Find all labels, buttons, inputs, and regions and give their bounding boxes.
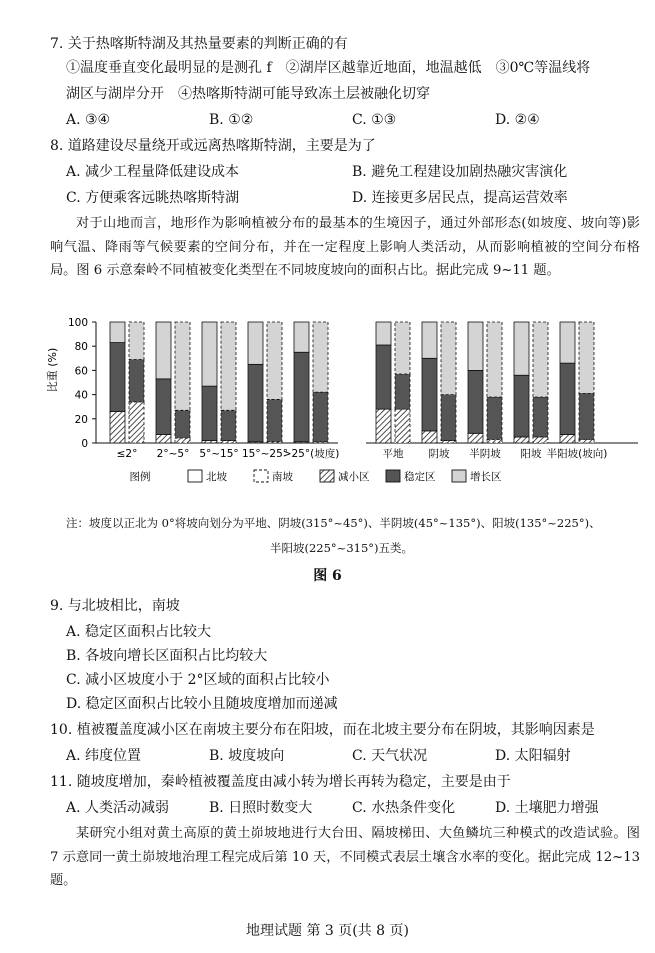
bar-7-south-stable	[487, 397, 502, 439]
bar-8-north-decrease	[514, 437, 529, 443]
q7-option-a: A. ③④	[66, 112, 111, 128]
bar-1-north-decrease	[156, 435, 171, 443]
bar-9-north-stable	[560, 363, 575, 434]
q10-option-a: A. 纬度位置	[66, 748, 142, 764]
q10-stem: 10. 植被覆盖度减小区在南坡主要分布在阳坡，而在北坡主要分布在阴坡，其影响因素是	[50, 722, 595, 738]
bar-5-south-stable	[395, 374, 410, 409]
bar-1-south-decrease	[175, 438, 190, 443]
bar-3-north-growth	[248, 322, 263, 364]
q8-stem: 8. 道路建设尽量绕开或远离热喀斯特湖，主要是为了	[50, 138, 376, 154]
bar-6-south-stable	[441, 395, 456, 441]
q10-option-d: D. 太阳辐射	[495, 748, 571, 764]
bar-6-north-growth	[422, 322, 437, 358]
bar-7-north-decrease	[468, 433, 483, 443]
bar-3-south-growth	[267, 322, 282, 399]
bar-9-south-stable	[579, 393, 594, 439]
q7-statement-line2: 湖区与湖岸分开 ④热喀斯特湖可能导致冻土层被融化切穿	[66, 86, 430, 102]
bar-0-south-growth	[129, 322, 144, 360]
bar-0-north-growth	[110, 322, 125, 343]
q8-option-c: C. 方便乘客远眺热喀斯特湖	[66, 190, 240, 206]
x-tick-label-4: >25°(坡度)	[282, 448, 340, 460]
bar-5-north-growth	[376, 322, 391, 345]
legend-label-4: 增长区	[470, 471, 502, 483]
bar-2-south-growth	[221, 322, 236, 410]
legend-swatch-2	[320, 470, 334, 482]
q9-option-b: B. 各坡向增长区面积占比均较大	[66, 648, 268, 664]
q11-options	[66, 798, 639, 818]
bar-7-south-decrease	[487, 439, 502, 443]
bar-4-south-stable	[313, 392, 328, 442]
y-tick-label-80: 80	[74, 341, 88, 354]
bar-7-north-growth	[468, 322, 483, 370]
bar-8-north-stable	[514, 375, 529, 437]
legend-label-1: 南坡	[272, 471, 293, 483]
bar-2-north-stable	[202, 386, 217, 440]
bar-2-north-growth	[202, 322, 217, 386]
bar-4-north-growth	[294, 322, 309, 352]
y-axis-label: 比重 (%)	[46, 347, 59, 393]
bar-3-north-stable	[248, 364, 263, 441]
bar-1-south-stable	[175, 410, 190, 438]
bar-5-south-decrease	[395, 409, 410, 443]
legend-swatch-3	[386, 470, 400, 482]
q9-stem: 9. 与北坡相比，南坡	[50, 598, 180, 614]
bar-8-south-stable	[533, 397, 548, 437]
bar-5-south-growth	[395, 322, 410, 374]
q11-option-d: D. 土壤肥力增强	[495, 800, 599, 816]
bar-9-south-growth	[579, 322, 594, 393]
x-tick-label-5: 平地	[382, 448, 404, 460]
q10-option-c: C. 天气状况	[352, 748, 428, 764]
bar-0-north-stable	[110, 343, 125, 412]
bar-3-south-stable	[267, 399, 282, 441]
bar-9-south-decrease	[579, 439, 594, 443]
bar-0-south-stable	[129, 360, 144, 402]
q7-option-c: C. ①③	[352, 112, 397, 128]
bar-9-north-decrease	[560, 435, 575, 443]
y-tick-label-40: 40	[74, 389, 88, 402]
q7-statement-line1: ①温度垂直变化最明显的是测孔 f ②湖岸区越靠近地面，地温越低 ③0℃等温线将	[66, 60, 591, 76]
q8-options-row1	[66, 162, 639, 182]
q11-option-a: A. 人类活动减弱	[66, 800, 170, 816]
bar-9-north-growth	[560, 322, 575, 363]
figure-caption: 图 6	[313, 568, 342, 584]
q10-option-b: B. 坡度坡向	[209, 748, 285, 764]
figure-6-chart	[48, 310, 638, 490]
q11-option-c: C. 水热条件变化	[352, 800, 456, 816]
bar-1-south-growth	[175, 322, 190, 410]
bar-1-north-growth	[156, 322, 171, 379]
bar-2-south-stable	[221, 410, 236, 440]
legend-label-2: 减小区	[338, 471, 370, 483]
y-tick-label-0: 0	[81, 438, 88, 450]
bar-6-north-decrease	[422, 431, 437, 443]
bar-5-north-stable	[376, 345, 391, 409]
figure-note-line2: 半阳坡(225°~315°)五类。	[270, 541, 414, 555]
q8-option-a: A. 减少工程量降低建设成本	[66, 164, 240, 180]
bar-0-south-decrease	[129, 402, 144, 443]
q7-option-d: D. ②④	[495, 112, 540, 128]
bar-5-north-decrease	[376, 409, 391, 443]
intro-paragraph-9-11: 对于山地而言，地形作为影响植被分布的最基本的生境因子，通过外部形态(如坡度、坡向等)影响气温、降雨等气候要素的空间分布，并在一定程度上影响人类活动，从而影响植被的空间分布格局。图 6 示意秦岭不同植被变化类型在不同坡度坡向的面积占比。据此完成 9~11 题。	[50, 216, 640, 278]
q7-stem: 7. 关于热喀斯特湖及其热量要素的判断正确的有	[50, 36, 348, 52]
bar-8-south-growth	[533, 322, 548, 397]
bar-4-south-growth	[313, 322, 328, 392]
legend-swatch-0	[188, 470, 202, 482]
q9-option-d: D. 稳定区面积占比较小且随坡度增加而递减	[66, 696, 338, 712]
q10-options	[66, 746, 639, 766]
bar-0-north-decrease	[110, 412, 125, 443]
y-tick-label-20: 20	[74, 413, 88, 426]
q8-option-d: D. 连接更多居民点，提高运营效率	[352, 190, 568, 206]
intro-paragraph-12-13: 某研究小组对黄土高原的黄土峁坡地进行大台田、隔坡梯田、大鱼鳞坑三种模式的改造试验。图 7 示意同一黄土峁坡地治理工程完成后第 10 天，不同模式表层土壤含水率的变化。据此完成 12~13 题。	[50, 826, 640, 888]
bar-6-north-stable	[422, 358, 437, 431]
q9-option-c: C. 减小区坡度小于 2°区域的面积占比较小	[66, 672, 330, 688]
bar-1-north-stable	[156, 379, 171, 435]
q9-option-a: A. 稳定区面积占比较大	[66, 624, 212, 640]
q11-stem: 11. 随坡度增加，秦岭植被覆盖度由减小转为增长再转为稳定，主要是由于	[50, 774, 511, 790]
q7-option-b: B. ①②	[209, 112, 254, 128]
legend-label-3: 稳定区	[404, 471, 436, 483]
x-tick-label-7: 半阴坡	[469, 448, 501, 460]
x-tick-label-3: 15°~25°	[241, 448, 289, 460]
y-tick-label-60: 60	[74, 365, 88, 378]
x-tick-label-9: 半阳坡(坡向)	[546, 448, 608, 460]
bar-6-south-decrease	[441, 441, 456, 443]
bar-7-south-growth	[487, 322, 502, 397]
q7-options	[66, 110, 639, 130]
bar-7-north-stable	[468, 370, 483, 433]
y-tick-label-100: 100	[67, 317, 88, 329]
bar-8-north-growth	[514, 322, 529, 375]
x-tick-label-6: 阴坡	[428, 448, 450, 460]
legend-swatch-4	[452, 470, 466, 482]
x-tick-label-1: 2°~5°	[156, 448, 190, 460]
x-tick-label-0: ≤2°	[116, 448, 138, 460]
bar-4-north-stable	[294, 352, 309, 442]
legend-title: 图例	[129, 471, 151, 483]
bar-6-south-growth	[441, 322, 456, 395]
bar-8-south-decrease	[533, 437, 548, 443]
q8-option-b: B. 避免工程建设加剧热融灾害演化	[352, 164, 568, 180]
q8-options-row2	[66, 188, 639, 208]
x-tick-label-2: 5°~15°	[199, 448, 239, 460]
page-footer: 地理试题 第 3 页(共 8 页)	[246, 923, 409, 939]
legend-swatch-1	[254, 470, 268, 482]
legend-label-0: 北坡	[206, 471, 227, 483]
x-tick-label-8: 阳坡	[520, 448, 542, 460]
q11-option-b: B. 日照时数变大	[209, 800, 313, 816]
figure-note-line1: 注：坡度以正北为 0°将坡向划分为平地、阴坡(315°~45°)、半阴坡(45°~135°)、阳坡(135°~225°)、	[66, 516, 601, 530]
